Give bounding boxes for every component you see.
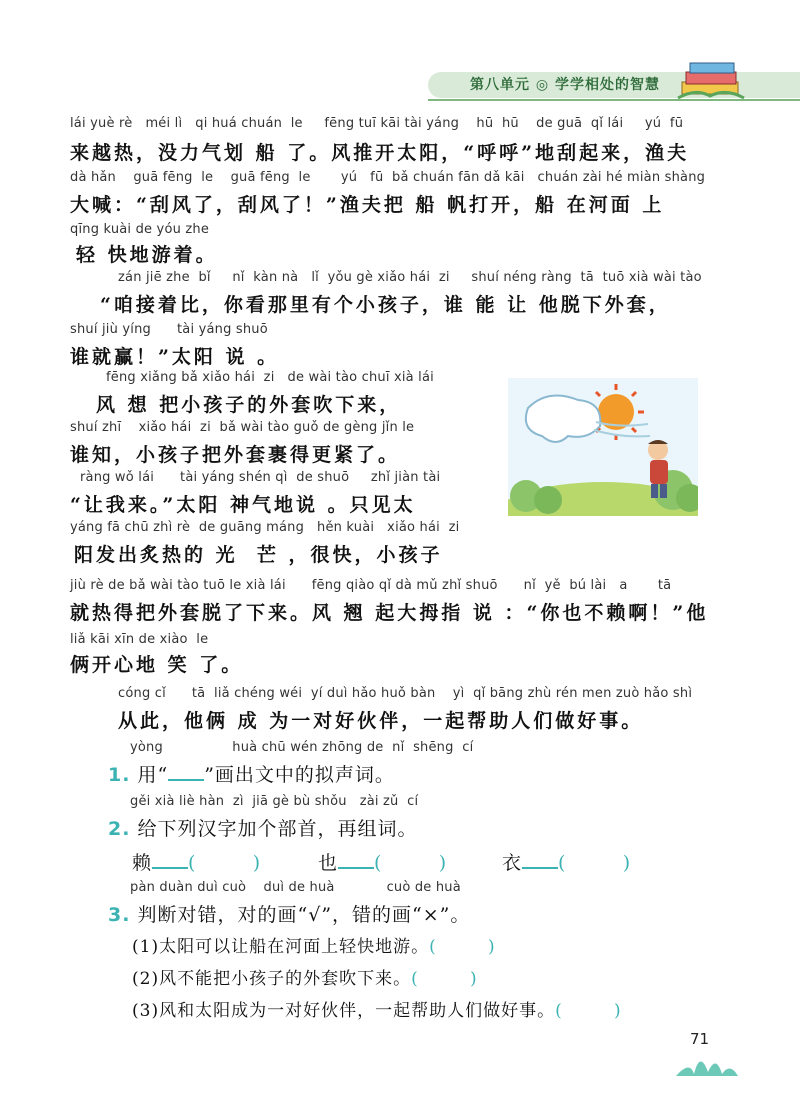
pinyin-line: yòng huà chū wén zhōng de nǐ shēng cí <box>130 740 474 755</box>
judge-item <box>132 932 496 957</box>
text-line: 风 想 把小孩子的外套吹下来， <box>96 394 402 416</box>
text-line: 轻 快地游着。 <box>76 244 218 266</box>
story-illustration <box>508 378 698 516</box>
question-number: 3. <box>108 904 131 926</box>
text-line: “咱接着比，你看那里有个小孩子，谁 能 让 他脱下外套， <box>100 294 671 316</box>
base-character: 衣 <box>502 852 523 874</box>
text-line: 就热得把外套脱了下来。风 翘 起大拇指 说 ：“你也不赖啊！”他 <box>70 602 709 624</box>
pinyin-line: fēng xiǎng bǎ xiǎo hái zi de wài tào chuī xià lái <box>106 370 434 385</box>
pinyin-line: dà hǎn guā fēng le guā fēng le yú fū bǎ chuán fān dǎ kāi chuán zài hé miàn shàng <box>70 170 706 185</box>
question-text: 用“ <box>137 764 169 786</box>
pinyin-line: qīng kuài de yóu zhe <box>70 222 210 237</box>
radical-blank[interactable] <box>152 851 188 869</box>
pinyin-line: shuí zhī xiǎo hái zi bǎ wài tào guǒ de gèng jǐn le <box>70 420 415 435</box>
answer-blank[interactable]: ( ) <box>555 1001 622 1021</box>
radical-item <box>318 848 447 875</box>
pinyin-line: gěi xià liè hàn zì jiā gè bù shǒu zài zǔ cí <box>130 794 419 809</box>
word-blank[interactable]: ( ) <box>188 852 262 874</box>
word-blank[interactable]: ( ) <box>558 852 632 874</box>
statement: (1)太阳可以让船在河面上轻快地游。 <box>132 937 430 957</box>
text-line: 大喊：“刮风了，刮风了！”渔夫把 船 帆打开，船 在河面 上 <box>70 194 665 216</box>
pinyin-line: shuí jiù yíng tài yáng shuō <box>70 322 268 337</box>
judge-item <box>132 964 478 989</box>
text-line: 俩开心地 笑 了。 <box>70 654 244 676</box>
underline-sample <box>168 763 204 781</box>
radical-item <box>502 848 631 875</box>
pinyin-line: cóng cǐ tā liǎ chéng wéi yí duì hǎo huǒ bàn yì qǐ bāng zhù rén men zuò hǎo shì <box>118 686 693 701</box>
question-3 <box>108 900 470 927</box>
question-text: 判断对错，对的画“√”，错的画“×”。 <box>137 904 471 926</box>
question-text: ”画出文中的拟声词。 <box>204 764 395 786</box>
pinyin-line: yáng fā chū zhì rè de guāng máng hěn kuài xiǎo hái zi <box>70 520 460 535</box>
question-2 <box>108 814 418 841</box>
base-character: 也 <box>318 852 339 874</box>
answer-blank[interactable]: ( ) <box>429 937 496 957</box>
books-icon <box>676 58 746 102</box>
question-number: 1. <box>108 764 131 786</box>
text-line: 来越热，没力气划 船 了。风推开太阳，“呼呼”地刮起来，渔夫 <box>70 142 690 164</box>
page-number: 71 <box>690 1030 710 1048</box>
judge-item <box>132 996 622 1021</box>
pinyin-line: zán jiē zhe bǐ nǐ kàn nà lǐ yǒu gè xiǎo hái zi shuí néng ràng tā tuō xià wài tào <box>118 270 702 285</box>
base-character: 赖 <box>132 852 153 874</box>
statement: (2)风不能把小孩子的外套吹下来。 <box>132 969 412 989</box>
pinyin-line: ràng wǒ lái tài yáng shén qì de shuō zhǐ jiàn tài <box>80 470 441 485</box>
child-figure <box>648 440 668 498</box>
pinyin-line: jiù rè de bǎ wài tào tuō le xià lái fēng qiào qǐ dà mǔ zhǐ shuō nǐ yě bú lài a tā <box>70 578 672 593</box>
pinyin-line: lái yuè rè méi lì qi huá chuán le fēng tuī kāi tài yáng hū hū de guā qǐ lái yú fū <box>70 116 684 131</box>
text-line: 阳发出炙热的 光 芒 ，很快，小孩子 <box>74 544 443 566</box>
question-text: 给下列汉字加个部首，再组词。 <box>137 818 418 840</box>
question-1 <box>108 760 395 787</box>
text-line: 谁就赢！”太阳 说 。 <box>70 346 280 368</box>
text-line: 谁知，小孩子把外套裹得更紧了。 <box>70 444 401 466</box>
statement: (3)风和太阳成为一对好伙伴，一起帮助人们做好事。 <box>132 1001 556 1021</box>
question-number: 2. <box>108 818 131 840</box>
answer-blank[interactable]: ( ) <box>411 969 478 989</box>
pinyin-line: pàn duàn duì cuò duì de huà cuò de huà <box>130 880 461 895</box>
radical-item <box>132 848 261 875</box>
text-line: 从此，他俩 成 为一对好伙伴，一起帮助人们做好事。 <box>118 710 644 732</box>
word-blank[interactable]: ( ) <box>374 852 448 874</box>
pinyin-line: liǎ kāi xīn de xiào le <box>70 632 209 647</box>
text-line: “让我来。”太阳 神气地说 。只见太 <box>70 494 416 516</box>
radical-blank[interactable] <box>522 851 558 869</box>
unit-title: 第八单元 ◎ 学学相处的智慧 <box>470 77 660 93</box>
radical-blank[interactable] <box>338 851 374 869</box>
